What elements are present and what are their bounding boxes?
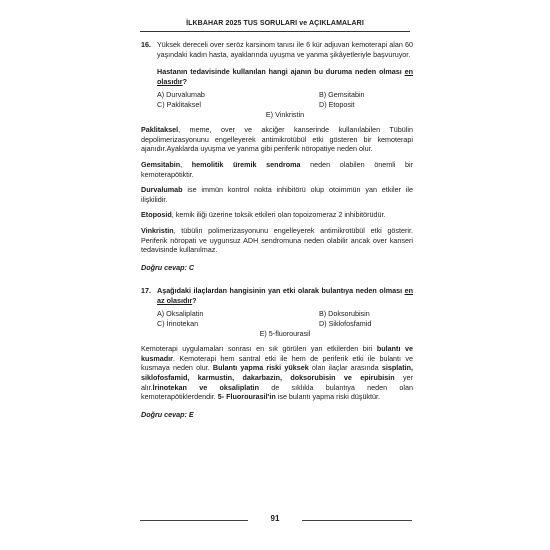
option-b: B) Doksorubisin xyxy=(319,309,370,319)
explanation-paragraph xyxy=(141,185,413,204)
explanation-text: Kemoterapi uygulamaları sonrası en sık görülen yan etkilerden biri xyxy=(141,344,377,354)
explanation-term: hemolitik üremik sendroma xyxy=(191,159,301,169)
option-c: C) İrinotekan xyxy=(157,319,199,329)
explanation-term: Gemsitabin xyxy=(141,159,181,169)
explanation-text: ise immün kontrol nokta inhibitörü olup otoimmün yan etkiler ile ilişkilidir. xyxy=(141,185,413,204)
header-rule xyxy=(140,31,410,32)
explanation-text: , xyxy=(180,159,192,169)
option-c: C) Paklitaksel xyxy=(157,99,201,109)
explanation-text: , meme, over ve akciğer kanserinde kullanılabilen Tübülin depolimerizasyonunu engelleyerek antimikrotübül etki gösteren bir kemoterapi ajanıdır.Ayaklarda uyuşma ve yanma gibi periferik nöropatiye neden olur. xyxy=(141,125,413,154)
explanation-text: olan ilaçlar arasında xyxy=(308,363,382,373)
explanation-paragraph xyxy=(141,344,413,402)
question-number: 16. xyxy=(141,40,151,49)
correct-answer: Doğru cevap: E xyxy=(141,409,194,419)
option-a: A) Oksaliplatin xyxy=(157,309,204,319)
explanation-term: bulantı ve kusmadır xyxy=(141,344,413,363)
explanation-term: Durvalumab xyxy=(141,185,183,195)
explanation-text: neden olabilen önemli bir kemoterapötiktir. xyxy=(141,159,414,179)
explanation-term: Paklitaksel xyxy=(141,125,179,135)
question-body xyxy=(157,286,413,338)
question-body xyxy=(157,40,413,119)
explanation-term: Etoposid xyxy=(141,210,172,220)
option-a: A) Durvalumab xyxy=(157,90,205,100)
spacer xyxy=(141,272,413,286)
prompt-emphasis: en az olasıdır xyxy=(157,286,413,305)
explanation-text: , kemik iliği üzerine toksik etkileri olan topoizomeraz 2 inhibitörüdür. xyxy=(171,210,386,220)
option-e: E) Vinkristin xyxy=(265,109,305,119)
explanation-paragraph xyxy=(141,125,413,154)
explanation-term: İrinotekan ve oksaliplatin xyxy=(152,382,259,392)
options-grid xyxy=(157,309,413,328)
option-b: B) Gemsitabin xyxy=(319,90,365,100)
option-d: D) Etoposit xyxy=(319,99,355,109)
explanation-term: Vinkristin xyxy=(141,225,174,235)
options-grid xyxy=(157,90,413,109)
explanation-text: de sıklıkla bulantıya neden olan kemoterapötiklerdendir. xyxy=(141,382,413,402)
question-prompt xyxy=(157,67,413,86)
explanation-term: 5- Fluorourasil'in xyxy=(217,392,276,402)
running-header: İLKBAHAR 2025 TUS SORULARI ve AÇIKLAMALARI xyxy=(186,20,364,27)
question-17 xyxy=(141,286,413,338)
prompt-emphasis: en olasıdır xyxy=(157,67,413,86)
footer-rule-right xyxy=(302,520,412,521)
explanation-paragraph xyxy=(141,160,413,179)
explanation-paragraph xyxy=(141,226,413,255)
question-16 xyxy=(141,40,413,119)
prompt-text: Hastanın tedavisinde kullanılan hangi ajanın bu duruma neden olması xyxy=(157,67,405,77)
explanation-term: sisplatin, siklofosfamid, karmustin, dakarbazin, doksorubisin ve epirubisin xyxy=(141,363,413,383)
explanation-text: . Kemoterapi hem santral etki ile hem de periferik etki ile bulantı ve kusmaya neden olur. xyxy=(141,353,413,373)
explanation-text: yer alır. xyxy=(141,373,413,392)
correct-answer: Doğru cevap: C xyxy=(141,262,195,272)
explanation-text: , tübülin polimerizasyonunu engelleyerek antimikrotübül etki gösterir. Periferik nöropati ve uygunsuz ADH sendromuna neden olabilir ancak over kanseri tedavisinde kullanılmaz. xyxy=(141,225,413,255)
question-prompt xyxy=(157,286,413,305)
prompt-end: ? xyxy=(192,295,197,305)
question-number: 17. xyxy=(141,286,151,296)
prompt-text: Aşağıdaki ilaçlardan hangisinin yan etki olarak bulantıya neden olması xyxy=(157,286,405,296)
explanation-text: ise bulantı yapma riski düşüktür. xyxy=(275,392,381,402)
page-content xyxy=(141,40,413,419)
option-e: E) 5-fluorourasil xyxy=(259,328,311,338)
option-d: D) Siklofosfamid xyxy=(319,319,372,329)
explanation-paragraph xyxy=(141,210,413,220)
question-stem: Yüksek dereceli over seröz karsinom tanısı ile 6 kür adjuvan kemoterapi alan 60 yaşındaki kadın hasta, ayaklarında uyuşma ve yanma şikâyetleriyle başvuruyor. xyxy=(157,40,413,59)
explanation-term: Bulantı yapma riski yüksek xyxy=(212,363,309,373)
prompt-end: ? xyxy=(182,76,187,86)
page-number: 91 xyxy=(270,514,280,523)
